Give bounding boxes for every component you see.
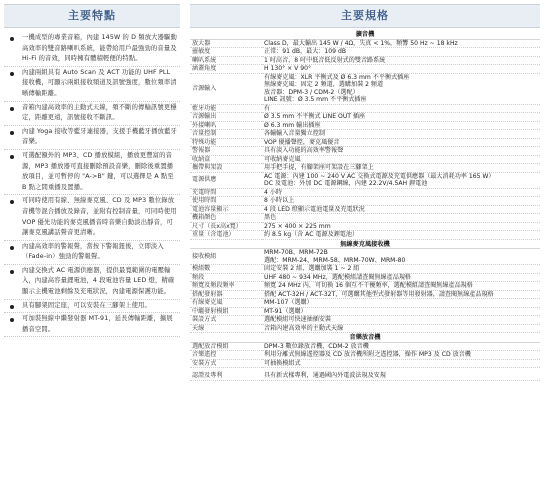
spec-row: [190, 188, 540, 197]
spec-value: [262, 121, 540, 130]
spec-key: 充電時間: [190, 188, 262, 197]
spec-value-line: 選配：MRM-24、MRM-58、MRM-70W、MRM-80: [264, 256, 406, 264]
spec-value-line: VOP 優播聲控，麥克風優音: [264, 138, 340, 146]
spec-row: [190, 39, 540, 48]
feature-item: [4, 313, 180, 337]
spec-section-row: [190, 333, 540, 343]
spec-value-line: MRM-70B、MRM-72B: [264, 249, 328, 256]
spec-value: [262, 265, 540, 274]
spec-section-title: 擴音機: [190, 30, 540, 39]
bullet-icon: [10, 200, 14, 204]
spec-key: 天線: [190, 324, 262, 333]
spec-value: [262, 282, 540, 291]
spec-row: [190, 164, 540, 173]
spec-value: [262, 290, 540, 299]
bullet-icon: [10, 305, 14, 309]
spec-row: [190, 155, 540, 164]
spec-key: 涵蓋角度: [190, 65, 262, 74]
spec-row: [190, 299, 540, 308]
spec-value: [262, 205, 540, 214]
spec-value: [262, 188, 540, 197]
spec-row: [190, 282, 540, 291]
bullet-icon: [10, 107, 14, 111]
bullet-icon: [10, 37, 14, 41]
features-panel: [4, 4, 180, 483]
spec-value: [262, 249, 540, 265]
spec-value: [262, 56, 540, 65]
feature-text: 可選配額外的 MP3、CD 播放模組，播放更豐富的音源，MP3 播放器可直接刪除預設音樂，刪除後重置播放項目，並可暫停的 "A->B" 鍵，可以選擇是 A 點至 B 點之間重播及置播。: [22, 151, 174, 191]
spec-key: 使用時間: [190, 197, 262, 206]
feature-text: 可加裝無線中繼發射器 MT-91，延長傳輸距離，擴展播音空間。: [22, 315, 173, 333]
spec-key: 音樂遙控: [190, 351, 262, 360]
spec-row: [190, 290, 540, 299]
feature-item: [4, 150, 180, 195]
feature-item: [4, 126, 180, 150]
spec-value-line: 固定安裝 2 組，選購加裝 1 ~ 2 組: [264, 265, 360, 272]
spec-row: [190, 359, 540, 368]
specs-heading: 主要規格: [190, 4, 540, 28]
spec-value: [262, 39, 540, 48]
feature-text: 具有腳架固定座，可以安裝在三腳架上使用。: [22, 301, 151, 309]
feature-item: [4, 300, 180, 314]
feature-item: [4, 241, 180, 265]
spec-value: [262, 147, 540, 156]
spec-value: [262, 372, 540, 380]
spec-value: [262, 104, 540, 113]
spec-value-line: LINE 訊號：Ø 3.5 mm 不平衡式插座: [264, 96, 367, 103]
bullet-icon: [10, 155, 14, 159]
spec-value-line: 可收納麥克風: [264, 155, 301, 163]
spec-value-line: 選配模組可快速抽插安裝: [264, 316, 332, 323]
spec-value-line: UHF 480 ~ 934 MHz，選配模組請查閱無線產品規格: [264, 273, 412, 281]
spec-value-line: 用手把手提，有腳架座可架設在三腳架上: [264, 164, 374, 171]
spec-key: 機箱顏色: [190, 214, 262, 223]
spec-key: 尺寸（長x高x寬）: [190, 222, 262, 231]
spec-key: 特殊功能: [190, 138, 262, 147]
spec-key: 音源輸入: [190, 73, 262, 104]
feature-text: 內建兩組具有 Auto Scan 及 ACT 功能的 UHF PLL 接收機，可顯示兩組接收頻道及訊號強度，數位頻率清晰傳輸距離。: [22, 68, 177, 97]
spec-value-line: 4 小時: [264, 188, 283, 196]
spec-key: 放大器: [190, 39, 262, 48]
spec-row: [190, 121, 540, 130]
spec-value: [262, 351, 540, 360]
spec-value-line: 頻寬 24 MHz 內，可切換 16 個互不干擾頻率，選配模組請查閱無線產品規格: [264, 282, 473, 289]
spec-value-line: MT-91（選購）: [264, 307, 307, 315]
spec-row: [190, 147, 540, 156]
feature-text: 可同時使用有線、無線麥克風、CD 及 MP3 數位錄放音機等混合播放及錄音，並附有控制音量，可同時使用 VOP 優先功能的麥克風播音時音樂自動淡出靜音，可讓麥克風講話聲音更清晰。: [22, 197, 177, 237]
spec-key: 模組數: [190, 265, 262, 274]
spec-key: 中繼發射模組: [190, 307, 262, 316]
spec-key: 裝設方式: [190, 316, 262, 325]
spec-value-line: 8 小時以上: [264, 197, 295, 204]
spec-table: [190, 30, 540, 381]
spec-value: [262, 273, 540, 282]
spec-row: [190, 222, 540, 231]
spec-key: 喇叭系統: [190, 56, 262, 65]
spec-value-line: 音箱內建高效率的主動式天線: [264, 324, 344, 332]
bullet-icon: [10, 270, 14, 274]
feature-text: 音箱內建高效率的主動式天線，頻不斷的傳輸訊號更穩定，距離更遠，訊號接收不斷訊。: [22, 103, 177, 122]
feature-text: 內建高效率的警報聲，當按下警報鈕後，立即淡入（Fade-in）強勁的警報聲。: [22, 242, 164, 261]
spec-row: [190, 307, 540, 316]
spec-value-line: AC 電源：內建 100 ~ 240 V AC 交換式電源及充電供應器（最大消耗功率 165 W）: [264, 172, 495, 180]
spec-value-line: 黑色: [264, 214, 277, 221]
spec-value-line: H 130° × V 90°: [264, 65, 312, 72]
spec-value: [262, 359, 540, 368]
spec-value: [262, 65, 540, 74]
feature-item: [4, 195, 180, 240]
feature-item: [4, 102, 180, 126]
spec-value-line: 放音器：DPM-3 / CDM-2（選配）: [264, 88, 359, 96]
spec-value-line: 正常：91 dB，最大：109 dB: [264, 48, 347, 55]
spec-value: [262, 316, 540, 325]
spec-value: [262, 113, 540, 122]
spec-value: [262, 299, 540, 308]
spec-row: [190, 104, 540, 113]
bullet-icon: [10, 318, 14, 322]
spec-key: 電源供應: [190, 172, 262, 188]
spec-key: 認證及專利: [190, 372, 262, 380]
feature-item: [4, 265, 180, 300]
spec-row: [190, 249, 540, 265]
spec-value: [262, 222, 540, 231]
spec-row: [190, 197, 540, 206]
spec-value: [262, 342, 540, 351]
spec-value-line: 搭配 ACT-32H / ACT-32T，可選購其他型式發射器等用發射器，請查閱無線產品規格: [264, 290, 494, 298]
spec-row: [190, 231, 540, 240]
feature-text: 內建交換式 AC 電源供應器，提供最寬範圍的電壓輸入，內建高容量鋰電池，4 段電池容量 LED 燈，精確顯示主機電池剩餘及充電狀況，內建電源保護功能。: [22, 266, 175, 296]
spec-row: [190, 48, 540, 57]
spec-row: [190, 214, 540, 223]
spec-value: [262, 307, 540, 316]
spec-value-line: 具有新式樣專利，通過國內外電波法規及安規: [264, 372, 386, 379]
spec-key: 攜帶與架設: [190, 164, 262, 173]
spec-key: 接收模組: [190, 249, 262, 265]
spec-row: [190, 265, 540, 274]
spec-value: [262, 48, 540, 57]
spec-value: [262, 130, 540, 139]
spec-section-title: 音樂放音機: [190, 333, 540, 343]
feature-text: 一機成型的專業音箱，內建 145W 的 D 類放大器驅動高效率的雙音路喇叭系統，能帶給用戶最強勁的音量及 Hi-Fi 的音效，同時擁有體積輕便的特點。: [22, 34, 177, 63]
spec-value-line: 4 段 LED 燈顯示電池電量及充電狀況: [264, 205, 365, 213]
spec-value: [262, 155, 540, 164]
spec-row: [190, 73, 540, 104]
spec-value: [262, 197, 540, 206]
feature-item: [4, 67, 180, 102]
spec-row: [190, 65, 540, 74]
spec-key: 收納盒: [190, 155, 262, 164]
spec-value-line: DC 及電池：外加 DC 電源鋼線，內建 22.2V/4.5AH 鋰電池: [264, 180, 428, 187]
spec-row: [190, 138, 540, 147]
spec-row: [190, 172, 540, 188]
spec-key: 搭配發射器: [190, 290, 262, 299]
feature-text: 內建 Yoga 接收等藍牙連接器，支援手機藍牙播放藍牙音樂。: [22, 127, 178, 146]
spec-key: 外接喇叭: [190, 121, 262, 130]
spec-row: [190, 56, 540, 65]
bullet-icon: [10, 131, 14, 135]
spec-value-line: 275 × 400 × 225 mm: [264, 222, 331, 230]
spec-key: 藍牙功能: [190, 104, 262, 113]
spec-value: [262, 231, 540, 240]
spec-key: 靈敏度: [190, 48, 262, 57]
spec-value-line: DPM-3 數位錄放音機，CDM-2 放音機: [264, 342, 369, 350]
feature-list: [4, 32, 180, 337]
spec-key: 電池容量顯示: [190, 205, 262, 214]
spec-row: [190, 324, 540, 333]
spec-value: [262, 214, 540, 223]
spec-value-line: Ø 3.5 mm 不平衡式 LINE OUT 插座: [264, 113, 366, 120]
spec-value-line: 有: [264, 104, 271, 112]
spec-section-row: [190, 30, 540, 39]
spec-value: [262, 172, 540, 188]
spec-value-line: 有線麥克風：XLR 平衡式及 Ø 6.3 mm 不平衡式插座: [264, 73, 410, 81]
spec-section-title: 無線麥克風接收機: [190, 239, 540, 249]
spec-value-line: 1 吋高音，8 吋中低音低反射式的雙音路系統: [264, 56, 386, 64]
spec-key: 安裝方式: [190, 359, 262, 368]
spec-key: 音源輸出: [190, 113, 262, 122]
spec-row: [190, 316, 540, 325]
spec-value-line: 各輸輸入音量獨立控制: [264, 130, 325, 137]
feature-item: [4, 32, 180, 67]
features-heading: 主要特點: [4, 4, 180, 28]
spec-row: [190, 351, 540, 360]
spec-value: [262, 138, 540, 147]
spec-value-line: 可抽換模組式: [264, 359, 301, 367]
spec-value-line: Class D，最大輸出 145 W / 4Ω，失真 < 1%，頻響 50 Hz ~ 18 kHz: [264, 39, 458, 47]
spec-value-line: Ø 6.3 mm 輸出插座: [264, 121, 321, 129]
spec-value: [262, 164, 540, 173]
spec-key: 頻段: [190, 273, 262, 282]
spec-row: [190, 372, 540, 380]
spec-key: 頻寬及頻段頻率: [190, 282, 262, 291]
spec-section-row: [190, 239, 540, 249]
spec-row: [190, 130, 540, 139]
spec-value: [262, 324, 540, 333]
bullet-icon: [10, 72, 14, 76]
spec-key: 重量（含電池）: [190, 231, 262, 240]
spec-value-line: 約 8.5 kg（含 AC 電源及鋰電池）: [264, 231, 359, 238]
spec-row: [190, 205, 540, 214]
spec-key: 有線麥克風: [190, 299, 262, 308]
spec-row: [190, 113, 540, 122]
spec-key: 選配放音模組: [190, 342, 262, 351]
spec-value-line: 無線麥克風：固定 2 頻道，選購加裝 2 頻道: [264, 81, 384, 88]
spec-value-line: 利用分離式無線遙控器及 CD 放音機所附之遙控器，操作 MP3 及 CD 放音機: [264, 351, 471, 358]
spec-row: [190, 342, 540, 351]
spec-row: [190, 273, 540, 282]
spec-key: 警報器: [190, 147, 262, 156]
spec-value-line: 具有淡入功能的高效率警報聲: [264, 147, 344, 154]
spec-key: 音量控制: [190, 130, 262, 139]
spec-value-line: MM-107（選購）: [264, 299, 313, 306]
bullet-icon: [10, 246, 14, 250]
specs-panel: [190, 4, 540, 483]
spec-value: [262, 73, 540, 104]
